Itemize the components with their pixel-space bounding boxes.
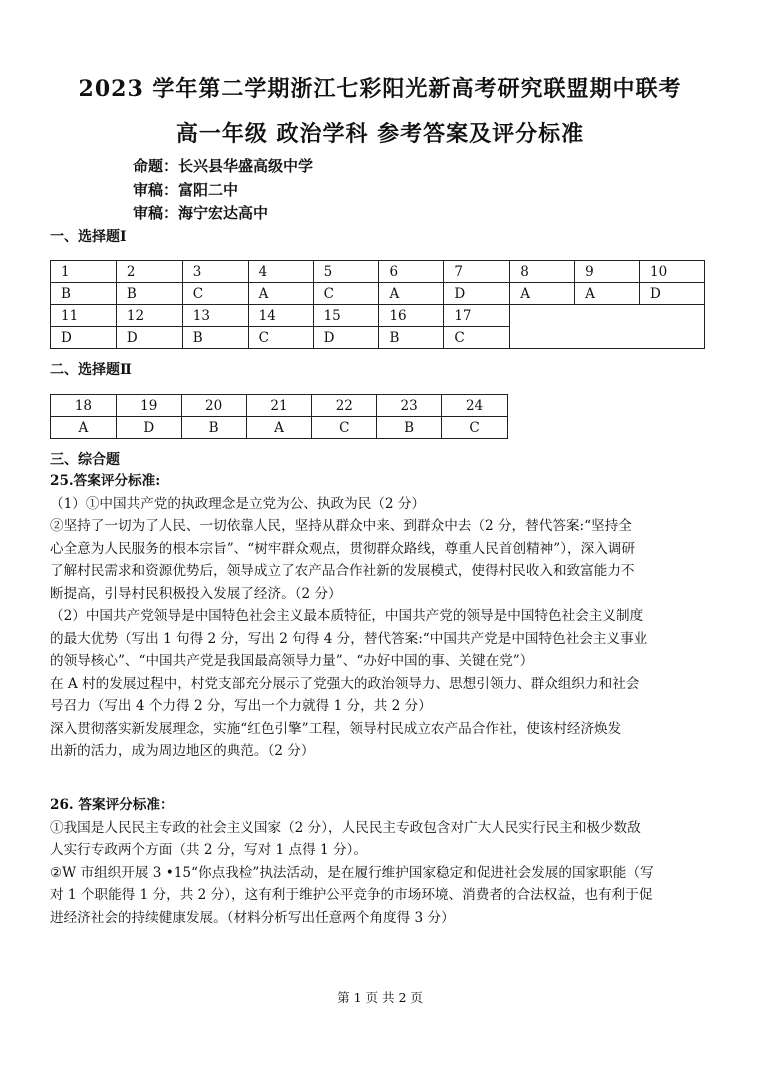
- page-footer: 第 1 页 共 2 页: [337, 990, 423, 1005]
- table-cell: D: [444, 283, 510, 305]
- table-cell: 11: [51, 305, 117, 327]
- meta-reviewer-1: 审稿：富阳二中: [133, 181, 239, 199]
- table-row: [51, 417, 508, 439]
- table-cell: 16: [379, 305, 444, 327]
- table-cell: C: [182, 283, 248, 305]
- table-cell: D: [51, 327, 117, 349]
- table-cell: 15: [313, 305, 379, 327]
- table-cell: 12: [116, 305, 182, 327]
- table-cell: 4: [248, 261, 313, 283]
- answer-line: 号召力（写出 4 个力得 2 分，写出一个力就得 1 分，共 2 分）: [50, 698, 432, 714]
- table-cell: C: [312, 417, 377, 439]
- table-row: [51, 261, 705, 283]
- question-26-block: [50, 794, 714, 929]
- table-cell: 19: [116, 395, 181, 417]
- table-cell: 18: [51, 395, 117, 417]
- table-cell: D: [313, 327, 379, 349]
- table-cell: 23: [377, 395, 442, 417]
- table-cell: D: [639, 283, 704, 305]
- answer-line: 的最大优势（写出 1 句得 2 分，写出 2 句得 4 分，替代答案:“中国共产党是中国特色社会主义事业: [50, 630, 648, 647]
- table-cell: 7: [444, 261, 510, 283]
- table-cell: B: [182, 327, 248, 349]
- section2-heading: 二、选择题Ⅱ: [50, 362, 132, 378]
- answer-line: 进经济社会的持续健康发展。（材料分析写出任意两个角度得 3 分）: [50, 909, 455, 926]
- answer-line: ②W 市组织开展 3 •15“你点我检”执法活动，是在履行维护国家稳定和促进社会发展的国家职能（写: [50, 864, 654, 881]
- answer-line: ②坚持了一切为了人民、一切依靠人民，坚持从群众中来、到群众中去（2 分，替代答案:“坚持全: [50, 518, 632, 534]
- question-26-title: 26. 答案评分标准：: [50, 797, 174, 813]
- page-subtitle: 高一年级 政治学科 参考答案及评分标准: [175, 121, 585, 147]
- table-cell: 24: [442, 395, 508, 417]
- answer-line: 断提高，引导村民积极投入发展了经济。（2 分）: [50, 585, 342, 602]
- table-cell: 9: [575, 261, 640, 283]
- table-cell: 5: [313, 261, 379, 283]
- answer-line: ①我国是人民民主专政的社会主义国家（2 分），人民民主专政包含对广大人民实行民主和极少数敌: [50, 819, 641, 836]
- empty-cell: [510, 305, 705, 349]
- answer-line: 了解村民需求和资源优势后，领导成立了农产品合作社新的发展模式，使得村民收入和致富能力不: [50, 563, 635, 579]
- table-cell: 6: [379, 261, 444, 283]
- table-cell: C: [444, 327, 510, 349]
- table-row: [51, 283, 705, 305]
- table-cell: 17: [444, 305, 510, 327]
- table-cell: A: [379, 283, 444, 305]
- table-cell: 21: [246, 395, 312, 417]
- table-cell: 22: [312, 395, 377, 417]
- table-cell: C: [442, 417, 508, 439]
- table-cell: 3: [182, 261, 248, 283]
- answer-line: 深入贯彻落实新发展理念，实施“红色引擎”工程，领导村民成立农产品合作社，使该村经济焕发: [50, 720, 622, 737]
- table-cell: A: [51, 417, 117, 439]
- table-row: [51, 395, 508, 417]
- table-cell: B: [116, 283, 182, 305]
- table-cell: 1: [51, 261, 117, 283]
- table-row: [51, 305, 705, 327]
- answer-table-1: [50, 260, 705, 349]
- table-cell: B: [379, 327, 444, 349]
- question-25-title: 25.答案评分标准:: [50, 473, 161, 489]
- table-cell: A: [246, 417, 312, 439]
- table-cell: 8: [510, 261, 575, 283]
- table-cell: C: [313, 283, 379, 305]
- table-cell: 2: [116, 261, 182, 283]
- table-cell: B: [377, 417, 442, 439]
- table-cell: 10: [639, 261, 704, 283]
- table-cell: 20: [181, 395, 246, 417]
- answer-table-2: [50, 394, 508, 439]
- table-cell: 14: [248, 305, 313, 327]
- question-25-block: [50, 470, 714, 763]
- table-cell: C: [248, 327, 313, 349]
- section1-heading: 一、选择题Ⅰ: [50, 229, 127, 245]
- table-cell: B: [181, 417, 246, 439]
- meta-reviewer-2: 审稿：海宁宏达高中: [133, 204, 269, 222]
- answer-line: 出新的活力，成为周边地区的典范。（2 分）: [50, 743, 315, 759]
- page-title: 2023 学年第二学期浙江七彩阳光新高考研究联盟期中联考: [78, 76, 682, 102]
- meta-author: 命题：长兴县华盛高级中学: [133, 157, 314, 175]
- answer-line: 人实行专政两个方面（共 2 分，写对 1 点得 1 分）。: [50, 842, 367, 858]
- table-cell: D: [116, 327, 182, 349]
- answer-line: （1）①中国共产党的执政理念是立党为公、执政为民（2 分）: [50, 495, 426, 512]
- table-cell: B: [51, 283, 117, 305]
- answer-line: 的领导核心”、“中国共产党是我国最高领导力量”、“办好中国的事、关键在党”）: [50, 653, 534, 669]
- table-cell: A: [248, 283, 313, 305]
- table-cell: A: [575, 283, 640, 305]
- table-cell: A: [510, 283, 575, 305]
- table-cell: 13: [182, 305, 248, 327]
- answer-line: 在 A 村的发展过程中，村党支部充分展示了党强大的政治领导力、思想引领力、群众组织力和社会: [50, 675, 640, 692]
- table-cell: D: [116, 417, 181, 439]
- answer-line: 心全意为人民服务的根本宗旨”、“树牢群众观点，贯彻群众路线，尊重人民首创精神”），深入调研: [50, 540, 635, 557]
- answer-line: 对 1 个职能得 1 分，共 2 分），这有利于维护公平竞争的市场环境、消费者的合法权益，也有利于促: [50, 887, 653, 903]
- answer-line: （2）中国共产党领导是中国特色社会主义最本质特征，中国共产党的领导是中国特色社会主义制度: [50, 608, 644, 624]
- section3-heading: 三、综合题: [50, 452, 120, 468]
